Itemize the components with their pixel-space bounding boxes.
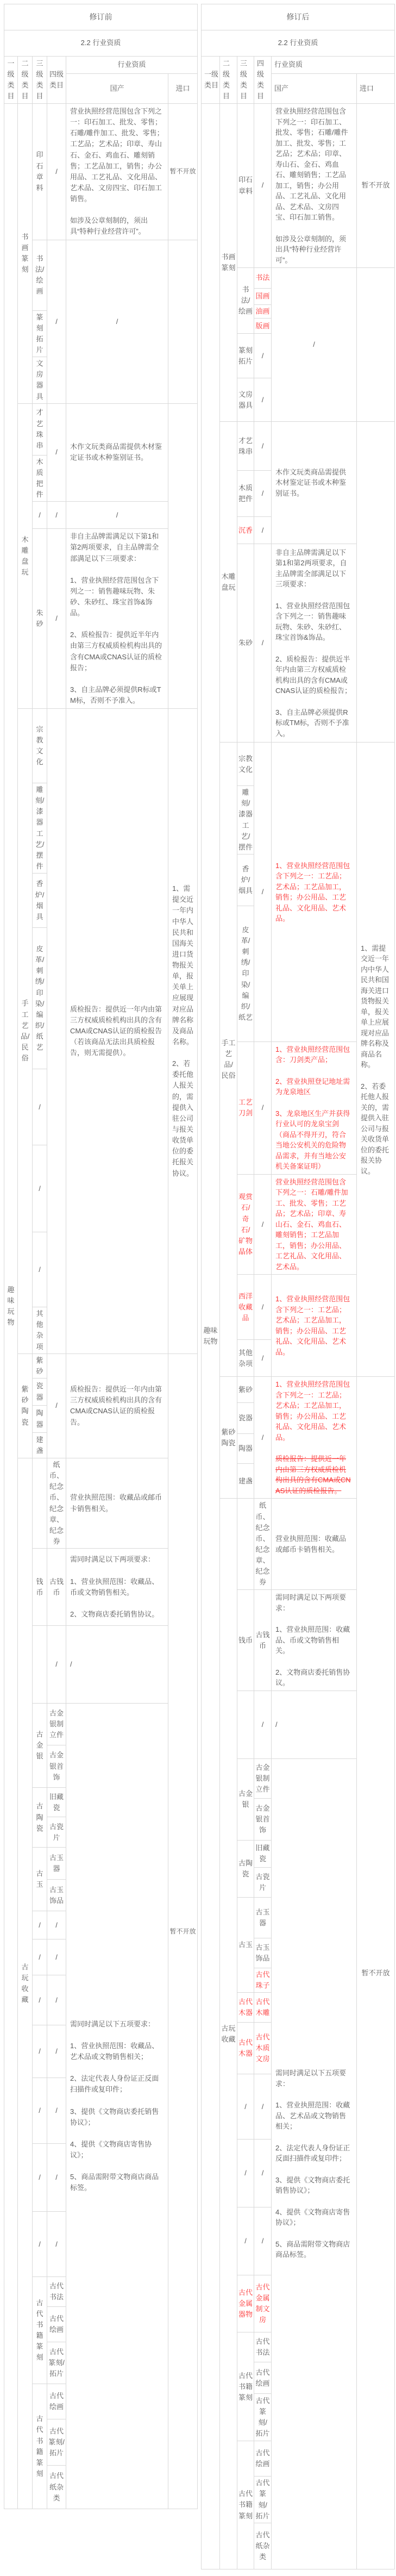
l3-pottery: 陶器 xyxy=(33,1406,47,1433)
l3-cinnabar: 朱砂 xyxy=(33,529,47,709)
l4-added-chinese-painting: 国画 xyxy=(254,289,272,305)
slash-cell: / xyxy=(47,104,66,240)
slash-cell: / xyxy=(254,104,272,268)
import-empty xyxy=(357,422,395,743)
l4-banknotes-medals: 纸币、纪念币、纪念章、纪念券 xyxy=(47,1458,66,1549)
l3-ancient-jade: 古玉 xyxy=(237,1897,254,1992)
l3-carving-lacquer: 雕刻/漆器工艺/摆件 xyxy=(33,783,47,874)
l4-banknotes-medals: 纸币、纪念币、纪念章、纪念券 xyxy=(254,1499,272,1590)
domestic-ancient-coins xyxy=(272,1590,357,1691)
domestic-ceramics xyxy=(66,1354,168,1458)
domestic-slash: / xyxy=(66,1626,168,1704)
l3-stationery: 文房器具 xyxy=(33,357,47,404)
domestic-slash: / xyxy=(66,240,168,403)
l3-leather-embroidery: 皮革/刺绣/印染/编织/纸艺 xyxy=(33,928,47,1069)
import-not-open: 暂不开放 xyxy=(357,1377,395,2569)
slash-cell: / xyxy=(47,1626,66,1704)
l1-fun-collectibles: 趣味玩物 xyxy=(202,104,220,2569)
l3-ancient-gold-silver: 古金银 xyxy=(33,1704,47,1788)
l2-handicraft-folk: 手工艺品/民俗 xyxy=(220,743,237,1377)
l3-ancient-jade: 古玉 xyxy=(33,1848,47,1911)
section-subtitle: 2.2 行业资质 xyxy=(4,30,198,57)
paragraph: 2、若委托他人报关的，需提供入驻公司与报关收货单位的委托报关协议。 xyxy=(172,1059,194,1177)
slash-cell: / xyxy=(254,471,272,517)
slash-cell: / xyxy=(237,2074,254,2140)
header-level4: 四级类目 xyxy=(254,57,272,104)
paragraph: 3、龙泉地区生产并获得行业认可的龙泉宝剑（商品不得开刃，符合当地公安机关的危险物品需求，并有当地公安机关备案证明） xyxy=(275,1109,350,1171)
paragraph: 1、营业执照范围：收藏品、艺术品或文物销售相关； xyxy=(275,2101,350,2131)
slash-cell: / xyxy=(33,1939,47,1975)
import-not-open: 暂不开放 xyxy=(168,1354,198,2509)
domestic-handicraft xyxy=(66,709,168,1354)
l3-added-ancient-wood: 古代木器 xyxy=(237,2023,254,2074)
slash-cell: / xyxy=(33,2144,47,2212)
l3-pottery: 陶器 xyxy=(237,1434,254,1464)
slash-cell: / xyxy=(33,1145,47,1232)
l3-cinnabar: 朱砂 xyxy=(237,544,254,743)
l4-added-print: 版画 xyxy=(254,319,272,334)
l3-misc: 其他杂项 xyxy=(237,1340,254,1377)
l4-jade-jewelry: 古玉饰品 xyxy=(254,1938,272,1968)
paragraph: 如涉及公章刻制的，须出具“特种行业经营许可”。 xyxy=(275,234,347,264)
l3-religious-culture: 宗教文化 xyxy=(33,709,47,783)
l4-ancient-painting: 古代绘画 xyxy=(47,2307,66,2342)
paragraph: 2、法定代表人身份证正反面扫描件或复印件； xyxy=(275,2143,350,2163)
slash-cell: / xyxy=(254,517,272,544)
import-empty xyxy=(168,403,198,708)
slash-cell: / xyxy=(254,1275,272,1340)
l4-gold-silver-jewelry: 古金银首饰 xyxy=(254,1798,272,1840)
paragraph: 2、法定代表人身份证正反面扫描件或复印件； xyxy=(70,2074,159,2094)
l3-misc: 其他杂项 xyxy=(33,1307,47,1354)
paragraph: 木作文玩类商品需提供木材鉴定证书或木种鉴别证书。 xyxy=(70,442,162,462)
header-domestic: 国产 xyxy=(272,74,357,104)
paragraph: 1、营业执照范围：收藏品、艺术品或文物销售相关； xyxy=(70,2042,159,2061)
l2-wood-carving: 木雕盘玩 xyxy=(18,403,33,708)
domestic-added-swords xyxy=(272,1041,357,1174)
slash-cell: / xyxy=(254,1691,272,1758)
paragraph: 5、商品需附带文物商店商品标签。 xyxy=(275,2240,350,2259)
l2-handicraft-folk: 手工艺品/民俗 xyxy=(18,709,33,1354)
domestic-slash: / xyxy=(272,1691,357,1758)
slash-cell: / xyxy=(237,2207,254,2275)
l4-gold-silver-statue: 古金银制立件 xyxy=(254,1758,272,1798)
l4-porcelain-shard: 古瓷片 xyxy=(47,1817,66,1848)
slash-cell: / xyxy=(254,2140,272,2207)
slash-cell: / xyxy=(254,378,272,422)
slash-cell: / xyxy=(47,2025,66,2078)
header-qualification: 行业资质 xyxy=(66,57,198,74)
l3-ancient-ceramics: 古陶瓷 xyxy=(33,1788,47,1848)
l4-ancient-seal-rubbing: 古代篆刻/拓片 xyxy=(47,2342,66,2384)
l3-added-ancient-wood: 古代木器 xyxy=(237,1993,254,2023)
l2-calligraphy-seal: 书画篆刻 xyxy=(220,104,237,422)
slash-cell: / xyxy=(47,502,66,529)
paragraph: 2、质检报告：提供近半年内由第三方权威质检机构出具的含有CMA或CNAS认证的质检报告； xyxy=(70,631,162,672)
paragraph: 5、商品需附带文物商店商品标签。 xyxy=(70,2173,159,2192)
paragraph: 非自主品牌需满足以下第1和第2两项要求，自主品牌需全部满足以下三项要求： xyxy=(70,532,159,563)
paragraph: 营业执照经营范围包含下列之一：印石加工、批发、零售；石雕/雕件加工、批发、零售；工艺品；艺术品；印章、寿山石、金石、鸡血石、雕刻销售；工艺品加工，销售；办公用品、工艺礼品、文化用品、艺术品、文房四宝、印石加工销售。 xyxy=(275,107,348,221)
l3-ancient-gold-silver: 古金银 xyxy=(237,1758,254,1840)
l3-added-ornamental-stone: 观赏石/奇石/矿物晶体 xyxy=(237,1174,254,1275)
l2-zisha-ceramics: 紫砂陶瓷 xyxy=(220,1377,237,1499)
paragraph: 1、营业执照经营范围包含下列之一：销售趣味玩物、朱砂、朱砂红、珠宝首饰&饰品。 xyxy=(275,601,350,642)
slash-cell: / xyxy=(47,2078,66,2144)
l3-religious-culture: 宗教文化 xyxy=(237,743,254,786)
section-subtitle: 2.2 行业资质 xyxy=(202,30,395,57)
empty-cell xyxy=(33,1458,47,1549)
l3-added-agarwood: 沉香 xyxy=(237,517,254,544)
l3-censer: 香炉/烟具 xyxy=(237,854,254,906)
header-level3: 三级类目 xyxy=(33,57,47,104)
l3-coins: 钱币 xyxy=(237,1590,254,1691)
paragraph: 2、文物商店委托销售协议。 xyxy=(275,1668,350,1687)
paragraph: 木作文玩类商品需提供木材鉴定证书或木种鉴别证书。 xyxy=(275,467,347,497)
l3-coins: 钱币 xyxy=(33,1549,47,1626)
domestic-ancient-coins xyxy=(66,1549,168,1626)
header-level3: 三级类目 xyxy=(237,57,254,104)
l3-ancient-books-seals: 古代书籍篆刻 xyxy=(237,2441,254,2569)
paragraph: 4、提供《文物商店寄售协议》； xyxy=(70,2140,152,2159)
paragraph: 1、营业执照经营范围包含下列之一：销售趣味玩物、朱砂、朱砂红、珠宝首饰&饰品。 xyxy=(70,576,159,618)
domestic-seal-stone xyxy=(272,104,357,268)
paragraph: 营业执照范围：收藏品或邮币卡销售相关。 xyxy=(275,1535,347,1554)
l4-ancient-seal-rubbing: 古代篆刻/拓片 xyxy=(254,2477,272,2523)
domestic-slash: / xyxy=(272,268,357,422)
domestic-cinnabar xyxy=(272,544,357,743)
l3-added-craft-swords: 工艺刀剑 xyxy=(237,1041,254,1174)
paragraph: 3、提供《文物商店委托销售协议》； xyxy=(70,2107,159,2126)
slash-cell: / xyxy=(33,1911,47,1939)
l4-added-oil-painting: 油画 xyxy=(254,305,272,319)
l3-seal-rubbing: 篆刻拓片 xyxy=(237,334,254,378)
l3-added-western-collectibles: 西洋收藏品 xyxy=(237,1275,254,1340)
header-qualification: 行业资质 xyxy=(272,57,395,74)
l4-gold-silver-statue: 古金银制立件 xyxy=(47,1704,66,1745)
l4-gold-silver-jewelry: 古金银首饰 xyxy=(47,1745,66,1788)
domestic-wood-cert xyxy=(272,422,357,544)
slash-cell: / xyxy=(47,403,66,502)
l3-bead-string: 才艺珠串 xyxy=(33,403,47,455)
header-domestic: 国产 xyxy=(66,74,168,104)
l3-calligraphy-painting: 书法/绘画 xyxy=(237,268,254,334)
paragraph-deleted: 质检报告：提供近一年内由第三方权威质检机构出具的含有CMA或CNAS认证的质检报告。 xyxy=(275,1455,351,1495)
slash-cell: / xyxy=(254,1041,272,1174)
l2-zisha-ceramics: 紫砂陶瓷 xyxy=(18,1354,33,1458)
slash-cell: / xyxy=(33,1232,47,1307)
l4-added-metal-stationery: 古代金属制文房 xyxy=(254,2275,272,2332)
l4-old-porcelain: 旧藏瓷 xyxy=(47,1788,66,1817)
slash-cell: / xyxy=(47,2212,66,2277)
l3-jianzhan: 建盏 xyxy=(33,1433,47,1458)
empty-cell xyxy=(237,1499,254,1590)
header-level1: 一级类目 xyxy=(4,57,18,104)
l3-bead-string: 才艺珠串 xyxy=(237,422,254,471)
slash-cell: / xyxy=(47,2144,66,2212)
paragraph: 营业执照经营范围包含下列之一：印石加工、批发、零售；石雕/雕件加工、批发、零售；工艺品；艺术品；印章、寿山石、金石、鸡血石、雕刻销售；工艺品加工，销售；办公用品、工艺礼品、文化用品、艺术品、文房四宝、印石加工销售。 xyxy=(70,107,164,203)
l3-leather-embroidery: 皮革/刺绣/印染/编织/纸艺 xyxy=(237,906,254,1041)
l3-stationery: 文房器具 xyxy=(237,378,254,422)
domestic-ceramics-revised xyxy=(272,1377,357,1499)
l4-porcelain-shard: 古瓷片 xyxy=(254,1867,272,1897)
paragraph: 2、质检报告：提供近半年内由第三方权威质检机构出具的含有CMA或CNAS认证的质检报告； xyxy=(275,654,352,695)
domestic-added-western xyxy=(272,1275,357,1377)
l3-added-ancient-metal: 古代金属器物 xyxy=(237,2275,254,2332)
l2-calligraphy-seal: 书画篆刻 xyxy=(18,104,33,404)
l3-ancient-ceramics: 古陶瓷 xyxy=(237,1840,254,1897)
slash-cell: / xyxy=(47,240,66,403)
slash-cell: / xyxy=(254,743,272,1042)
l3-ancient-books-seals: 古代书籍篆刻 xyxy=(33,2384,47,2509)
paragraph: 营业执照经营范围包含下列之一：石雕/雕件加工、批发、零售；工艺品；艺术品；印章、寿山石、金石、鸡血石、雕刻销售；工艺品加工，销售；办公用品、工艺礼品、文化用品、艺术品。 xyxy=(275,1177,348,1271)
domestic-coincard xyxy=(272,1499,357,1590)
paragraph: 3、提供《文物商店委托销售协议》； xyxy=(275,2175,350,2195)
paragraph: 质检报告：提供近一年内由第三方权威质检机构出具的含有CMA或CNAS认证的质检报告。 xyxy=(70,1385,162,1426)
import-not-open: 暂不开放 xyxy=(357,104,395,268)
domestic-seal-stone xyxy=(66,104,168,240)
domestic-antique-five xyxy=(66,1704,168,2509)
paragraph: 1、营业执照范围：收藏品、币或文物销售相关。 xyxy=(70,1577,159,1596)
domestic-added-ornamental-stone xyxy=(272,1174,357,1275)
slash-cell: / xyxy=(237,2140,254,2207)
import-customs xyxy=(168,709,198,1354)
slash-cell: / xyxy=(254,1340,272,1377)
paragraph: 1、营业执照范围：收藏品、币或文物销售相关。 xyxy=(275,1625,350,1655)
paragraph: 需同时满足以下五项要求： xyxy=(70,2019,155,2028)
slash-cell: / xyxy=(254,1174,272,1275)
revision-after-table xyxy=(201,4,395,2569)
l3-porcelain: 瓷器 xyxy=(33,1379,47,1406)
header-level2: 二级类目 xyxy=(220,57,237,104)
paragraph: 质检报告：提供近一年内由第三方权威质检机构出具的含有CMA或CNAS认证的质检报告（若该商品无法出具质检报告，则无需提供）。 xyxy=(70,1005,162,1057)
domestic-added-craft-license xyxy=(272,743,357,1042)
import-customs xyxy=(357,743,395,1377)
l3-seal-stone: 印石章料 xyxy=(237,104,254,268)
l4-ancient-paper-misc: 古代纸杂类 xyxy=(254,2523,272,2569)
empty-cell xyxy=(47,709,66,1354)
l3-seal-stone: 印石章料 xyxy=(33,104,47,240)
slash-cell: / xyxy=(47,1975,66,2025)
l3-censer: 香炉/烟具 xyxy=(33,874,47,928)
l4-ancient-painting: 古代绘画 xyxy=(254,2362,272,2394)
l4-added-calligraphy: 书法 xyxy=(254,268,272,289)
paragraph: 2、营业执照登记地址需为龙泉地区 xyxy=(275,1077,350,1096)
domestic-slash: / xyxy=(66,502,168,529)
l4-ancient-calligraphy: 古代书法 xyxy=(47,2277,66,2307)
domestic-coincard xyxy=(66,1458,168,1549)
empty-cell xyxy=(237,1691,254,1758)
slash-cell: / xyxy=(47,1354,66,1458)
header-level4: 四级类目 xyxy=(47,57,66,104)
slash-cell: / xyxy=(33,2212,47,2277)
slash-cell: / xyxy=(33,2025,47,2078)
l4-added-wood-stationery: 古代木质文房 xyxy=(254,2023,272,2074)
paragraph-added: 1、营业执照经营范围包含下列之一：工艺品；艺术品；工艺品加工，销售；办公用品、工艺礼品、文化用品、艺术品。 xyxy=(275,1380,350,1442)
l4-jade-ware: 古玉器 xyxy=(254,1897,272,1938)
slash-cell: / xyxy=(33,1975,47,2025)
slash-cell: / xyxy=(33,1069,47,1145)
slash-cell: / xyxy=(47,1939,66,1975)
paragraph: 如涉及公章刻制的，须出具“特种行业经营许可”。 xyxy=(70,216,148,236)
paragraph: 1、需提交近一年内中华人民共和国海关进口货物报关单，报关单上应展现对应品牌名称及商品名称。 xyxy=(172,884,194,1046)
paragraph: 4、提供《文物商店寄售协议》； xyxy=(275,2207,350,2227)
l4-jade-ware: 古玉器 xyxy=(47,1848,66,1880)
revision-after-title: 修订后 xyxy=(202,4,395,30)
header-import: 进口 xyxy=(168,74,198,104)
l4-ancient-coins: 古钱币 xyxy=(47,1549,66,1626)
header-level1: 一级类目 xyxy=(202,57,220,104)
import-empty xyxy=(168,240,198,403)
l1-fun-collectibles: 趣味玩物 xyxy=(4,104,18,2509)
header-level2: 二级类目 xyxy=(18,57,33,104)
paragraph: 需同时满足以下五项要求： xyxy=(275,2069,347,2088)
paragraph: 需同时满足以下两项要求： xyxy=(275,1593,347,1612)
l4-jade-jewelry: 古玉饰品 xyxy=(47,1880,66,1911)
l3-wood-handle: 木质把件 xyxy=(33,455,47,502)
l4-ancient-seal-rubbing: 古代篆刻/拓片 xyxy=(47,2419,66,2466)
revision-before-title: 修订前 xyxy=(4,4,198,30)
paragraph: 3、自主品牌必须提供R标或TM标，否则不予准入。 xyxy=(70,685,161,704)
l3-calligraphy-painting: 书法/绘画 xyxy=(33,240,47,310)
paragraph: 需同时满足以下两项要求： xyxy=(70,1555,155,1564)
l4-ancient-seal-rubbing: 古代篆刻/拓片 xyxy=(254,2394,272,2441)
paragraph: 1、营业执照经营范围包含下列之一：工艺品；艺术品；工艺品加工，销售；办公用品、工艺礼品、文化用品、艺术品。 xyxy=(275,861,350,923)
slash-cell: / xyxy=(33,2078,47,2144)
paragraph: 3、自主品牌必须提供R标或TM标，否则不予准入。 xyxy=(275,708,349,738)
l3-ancient-books-seals: 古代书籍篆刻 xyxy=(237,2332,254,2441)
slash-cell: / xyxy=(254,2074,272,2140)
paragraph: 营业执照范围：收藏品或邮币卡销售相关。 xyxy=(70,1493,162,1513)
paragraph: 2、若委托他人报关的，需提供入驻公司与报关收货单位的委托报关协议。 xyxy=(361,1082,389,1175)
slash-cell: / xyxy=(254,422,272,471)
l4-old-porcelain: 旧藏瓷 xyxy=(254,1840,272,1867)
slash-cell: / xyxy=(254,334,272,378)
slash-cell: / xyxy=(254,1377,272,1499)
l2-wood-carving: 木雕盘玩 xyxy=(220,422,237,743)
import-not-open: 暂不开放 xyxy=(168,104,198,240)
slash-cell: / xyxy=(254,2207,272,2275)
paragraph: 2、文物商店委托销售协议。 xyxy=(70,1610,159,1618)
l4-ancient-painting: 古代绘画 xyxy=(254,2441,272,2477)
paragraph: 1、营业执照经营范围包含：刀剑类产品； xyxy=(275,1045,350,1064)
l3-wood-handle: 木质把件 xyxy=(237,471,254,517)
l4-ancient-coins: 古钱币 xyxy=(254,1590,272,1691)
l3-zisha: 紫砂 xyxy=(237,1377,254,1403)
l3-seal-rubbing: 篆刻拓片 xyxy=(33,310,47,357)
slash-cell: / xyxy=(47,1911,66,1939)
slash-cell: / xyxy=(254,544,272,743)
l2-antique-collection: 古玩收藏 xyxy=(18,1458,33,2509)
slash-cell: / xyxy=(47,529,66,709)
l4-added-ancient-beads: 古代珠子 xyxy=(254,1968,272,1992)
import-empty xyxy=(357,268,395,422)
l3-porcelain: 瓷器 xyxy=(237,1403,254,1434)
l4-ancient-paper-misc: 古代纸杂类 xyxy=(47,2466,66,2509)
l3-ancient-books-seals: 古代书籍篆刻 xyxy=(33,2277,47,2384)
paragraph: 1、营业执照经营范围包含下列之一：工艺品；艺术品；工艺品加工，销售；办公用品、工艺礼品、文化用品、艺术品。 xyxy=(275,1295,350,1356)
paragraph: 1、需提交近一年内中华人民共和国海关进口货物报关单，报关单上应展现对应品牌名称及商品名称。 xyxy=(361,944,389,1069)
revision-before-table xyxy=(4,4,198,2509)
l2-antique-collection: 古玩收藏 xyxy=(220,1499,237,2569)
l3-jianzhan: 建盏 xyxy=(237,1463,254,1499)
domestic-cinnabar xyxy=(66,529,168,709)
header-import: 进口 xyxy=(357,74,395,104)
l4-added-wood-carving: 古代木雕 xyxy=(254,1993,272,2023)
l3-carving-lacquer: 雕刻/漆器工艺/摆件 xyxy=(237,786,254,854)
empty-cell xyxy=(33,1626,47,1704)
domestic-wood-cert xyxy=(66,403,168,502)
paragraph: 非自主品牌需满足以下第1和第2两项要求，自主品牌需全部满足以下三项要求： xyxy=(275,548,347,589)
l3-zisha: 紫砂 xyxy=(33,1354,47,1378)
l4-ancient-calligraphy: 古代书法 xyxy=(254,2332,272,2362)
domestic-antique-five xyxy=(272,1758,357,2569)
slash-cell: / xyxy=(33,502,47,529)
l4-ancient-painting: 古代绘画 xyxy=(47,2384,66,2419)
